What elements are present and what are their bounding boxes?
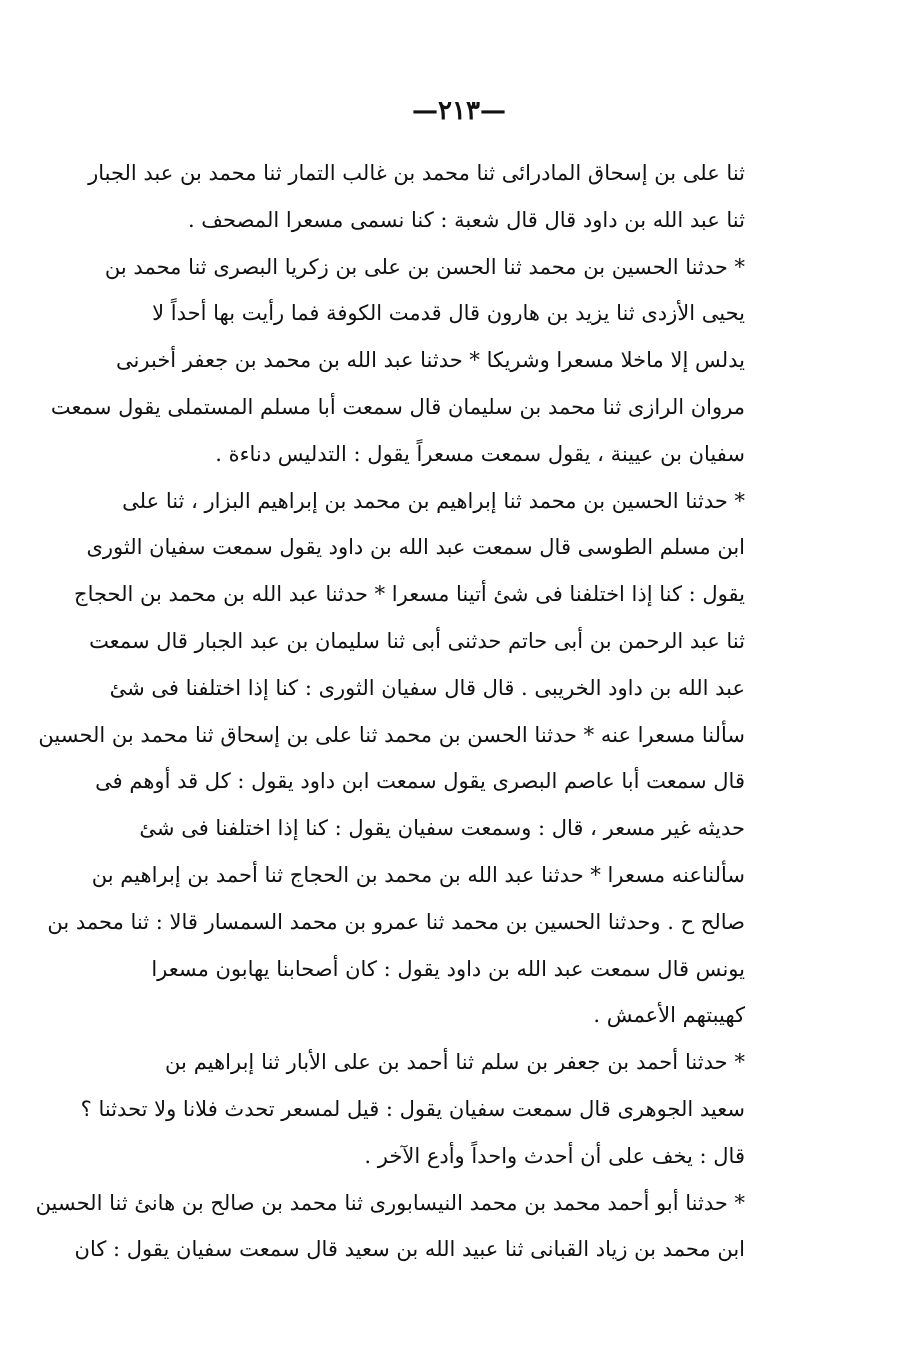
text-line: سألنا مسعرا عنه * حدثنا الحسن بن محمد ثنا على بن إسحاق ثنا محمد بن الحسين [38,722,745,747]
text-line: سعيد الجوهرى قال سمعت سفيان يقول : قيل لمسعر تحدث فلانا ولا تحدثنا ؟ [80,1096,745,1121]
text-line: * حدثنا الحسين بن محمد ثنا الحسن بن على بن زكريا البصرى ثنا محمد بن [104,254,745,279]
text-line: عبد الله بن داود الخريبى . قال قال سفيان الثورى : كنا إذا اختلفنا فى شئ [109,675,745,700]
text-line: قال سمعت أبا عاصم البصرى يقول سمعت ابن داود يقول : كل قد أوهم فى [95,769,745,794]
text-line: سفيان بن عيينة ، يقول سمعت مسعراً يقول : التدليس دناءة . [215,441,745,466]
text-line: * حدثنا أحمد بن جعفر بن سلم ثنا أحمد بن على الأبار ثنا إبراهيم بن [165,1050,745,1075]
text-line: ابن محمد بن زياد القبانى ثنا عبيد الله بن سعيد قال سمعت سفيان يقول : كان [74,1237,745,1262]
text-line: حديثه غير مسعر ، قال : وسمعت سفيان يقول : كنا إذا اختلفنا فى شئ [139,816,745,841]
text-line: قال : يخف على أن أحدث واحداً وأدع الآخر . [364,1143,745,1168]
text-line: ثنا على بن إسحاق المادرائى ثنا محمد بن غالب التمار ثنا محمد بن عبد الجبار [88,161,745,185]
text-line: ثنا عبد الرحمن بن أبى حاتم حدثنى أبى ثنا سليمان بن عبد الجبار قال سمعت [89,628,745,653]
text-line: يحيى الأزدى ثنا يزيد بن هارون قال قدمت الكوفة فما رأيت بها أحداً لا [152,301,745,326]
text-line: * حدثنا الحسين بن محمد ثنا إبراهيم بن محمد بن إبراهيم البزار ، ثنا على [122,488,745,513]
text-line: * حدثنا أبو أحمد محمد بن محمد النيسابورى ثنا محمد بن صالح بن هانئ ثنا الحسين [35,1190,745,1215]
text-line: كهيبتهم الأعمش . [593,1003,745,1028]
body-text [35,150,745,1273]
text-line: يونس قال سمعت عبد الله بن داود يقول : كان أصحابنا يهابون مسعرا [151,956,745,981]
text-line: صالح ح . وحدثنا الحسين بن محمد ثنا عمرو بن محمد السمسار قالا : ثنا محمد بن [47,909,745,934]
text-line: مروان الرازى ثنا محمد بن سليمان قال سمعت أبا مسلم المستملى يقول سمعت [50,394,745,419]
page-number: —٢١٣— [412,96,506,126]
text-line: سألناعنه مسعرا * حدثنا عبد الله بن محمد بن الحجاج ثنا أحمد بن إبراهيم بن [91,862,745,887]
text-line: يقول : كنا إذا اختلفنا فى شئ أتينا مسعرا * حدثنا عبد الله بن محمد بن الحجاج [74,582,745,607]
text-line: ثنا عبد الله بن داود قال قال شعبة : كنا نسمى مسعرا المصحف . [187,207,745,232]
text-line: يدلس إلا ماخلا مسعرا وشريكا * حدثنا عبد الله بن محمد بن جعفر أخبرنى [116,348,745,373]
text-line: ابن مسلم الطوسى قال سمعت عبد الله بن داود يقول سمعت سفيان الثورى [86,535,745,560]
